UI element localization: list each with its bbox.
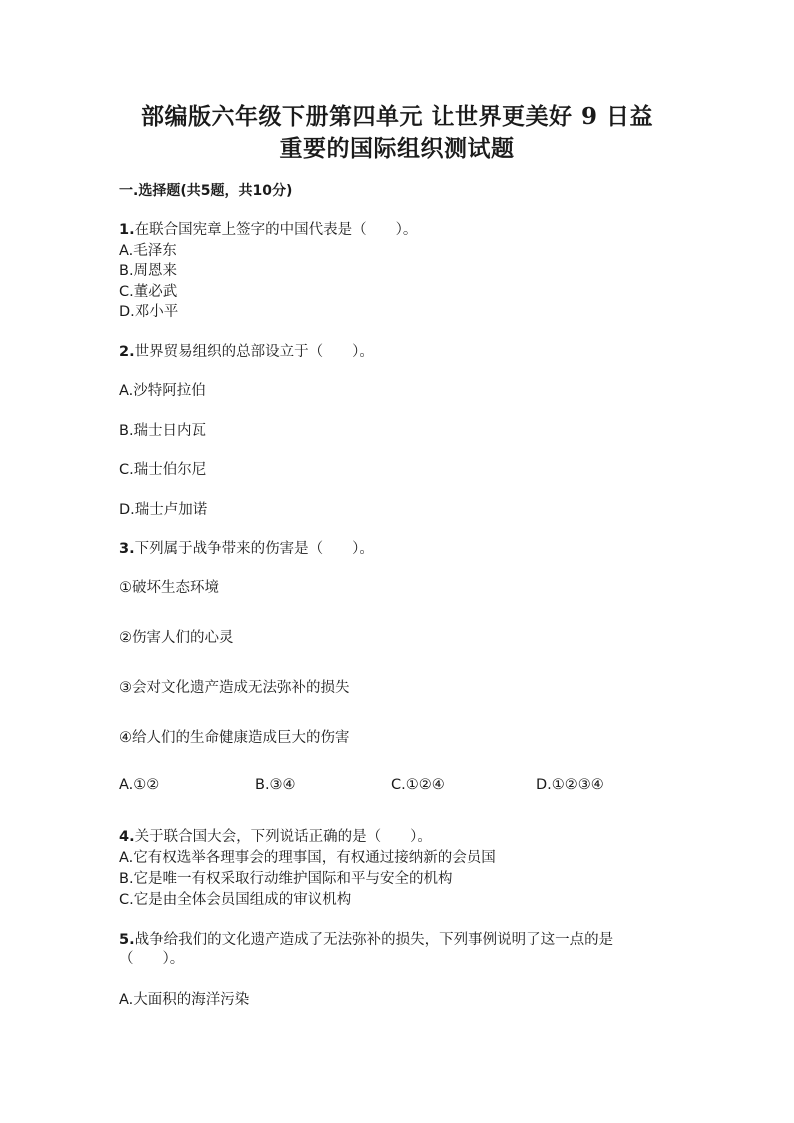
question-1-option-d: D.邓小平 (119, 304, 179, 320)
question-4-text: 关于联合国大会，下列说话正确的是（ ）。 (134, 829, 432, 845)
question-3-stem (119, 537, 374, 558)
question-2-option-b: B.瑞士日内瓦 (119, 423, 207, 439)
question-5-stem (119, 928, 613, 949)
question-3-statement-4: ④给人们的生命健康造成巨大的伤害 (119, 730, 350, 746)
question-4-option-b: B.它是唯一有权采取行动维护国际和平与安全的机构 (119, 871, 453, 887)
question-2-option-d: D.瑞士卢加诺 (119, 502, 208, 518)
question-3-option-d: D.①②③④ (536, 777, 604, 793)
question-3-option-c: C.①②④ (391, 777, 445, 793)
question-3-statement-3: ③会对文化遗产造成无法弥补的损失 (119, 680, 350, 696)
section-heading: 一.选择题(共5题，共10分) (119, 183, 293, 199)
question-4-stem (119, 825, 432, 846)
question-3-option-a: A.①② (119, 777, 160, 793)
question-2-stem (119, 340, 374, 361)
question-3-number: 3. (119, 541, 135, 557)
question-1-stem (119, 218, 417, 239)
question-3-text: 下列属于战争带来的伤害是（ ）。 (134, 541, 374, 557)
question-4-number: 4. (119, 829, 135, 845)
question-3-statement-1: ①破坏生态环境 (119, 580, 219, 596)
question-5-stem-continued: （ ）。 (119, 951, 185, 967)
question-3-statement-2: ②伤害人们的心灵 (119, 630, 234, 646)
question-1-option-c: C.董必武 (119, 284, 178, 300)
question-2-option-a: A.沙特阿拉伯 (119, 383, 206, 399)
question-2-number: 2. (119, 344, 135, 360)
question-3-option-b: B.③④ (255, 777, 296, 793)
question-4-option-a: A.它有权选举各理事会的理事国，有权通过接纳新的会员国 (119, 850, 496, 866)
question-2-option-c: C.瑞士伯尔尼 (119, 462, 207, 478)
question-1-option-b: B.周恩来 (119, 263, 178, 279)
question-5-number: 5. (119, 932, 135, 948)
question-1-number: 1. (119, 222, 135, 238)
page-title-line-2: 重要的国际组织测试题 (279, 135, 515, 162)
page-title-line-1: 部编版六年级下册第四单元 让世界更美好 9 日益 (140, 103, 654, 130)
question-4-option-c: C.它是由全体会员国组成的审议机构 (119, 892, 352, 908)
question-1-option-a: A.毛泽东 (119, 243, 177, 259)
question-5-text: 战争给我们的文化遗产造成了无法弥补的损失，下列事例说明了这一点的是 (134, 932, 614, 948)
question-2-text: 世界贸易组织的总部设立于（ ）。 (134, 344, 374, 360)
question-5-option-a: A.大面积的海洋污染 (119, 992, 250, 1008)
question-1-text: 在联合国宪章上签字的中国代表是（ ）。 (134, 222, 418, 238)
